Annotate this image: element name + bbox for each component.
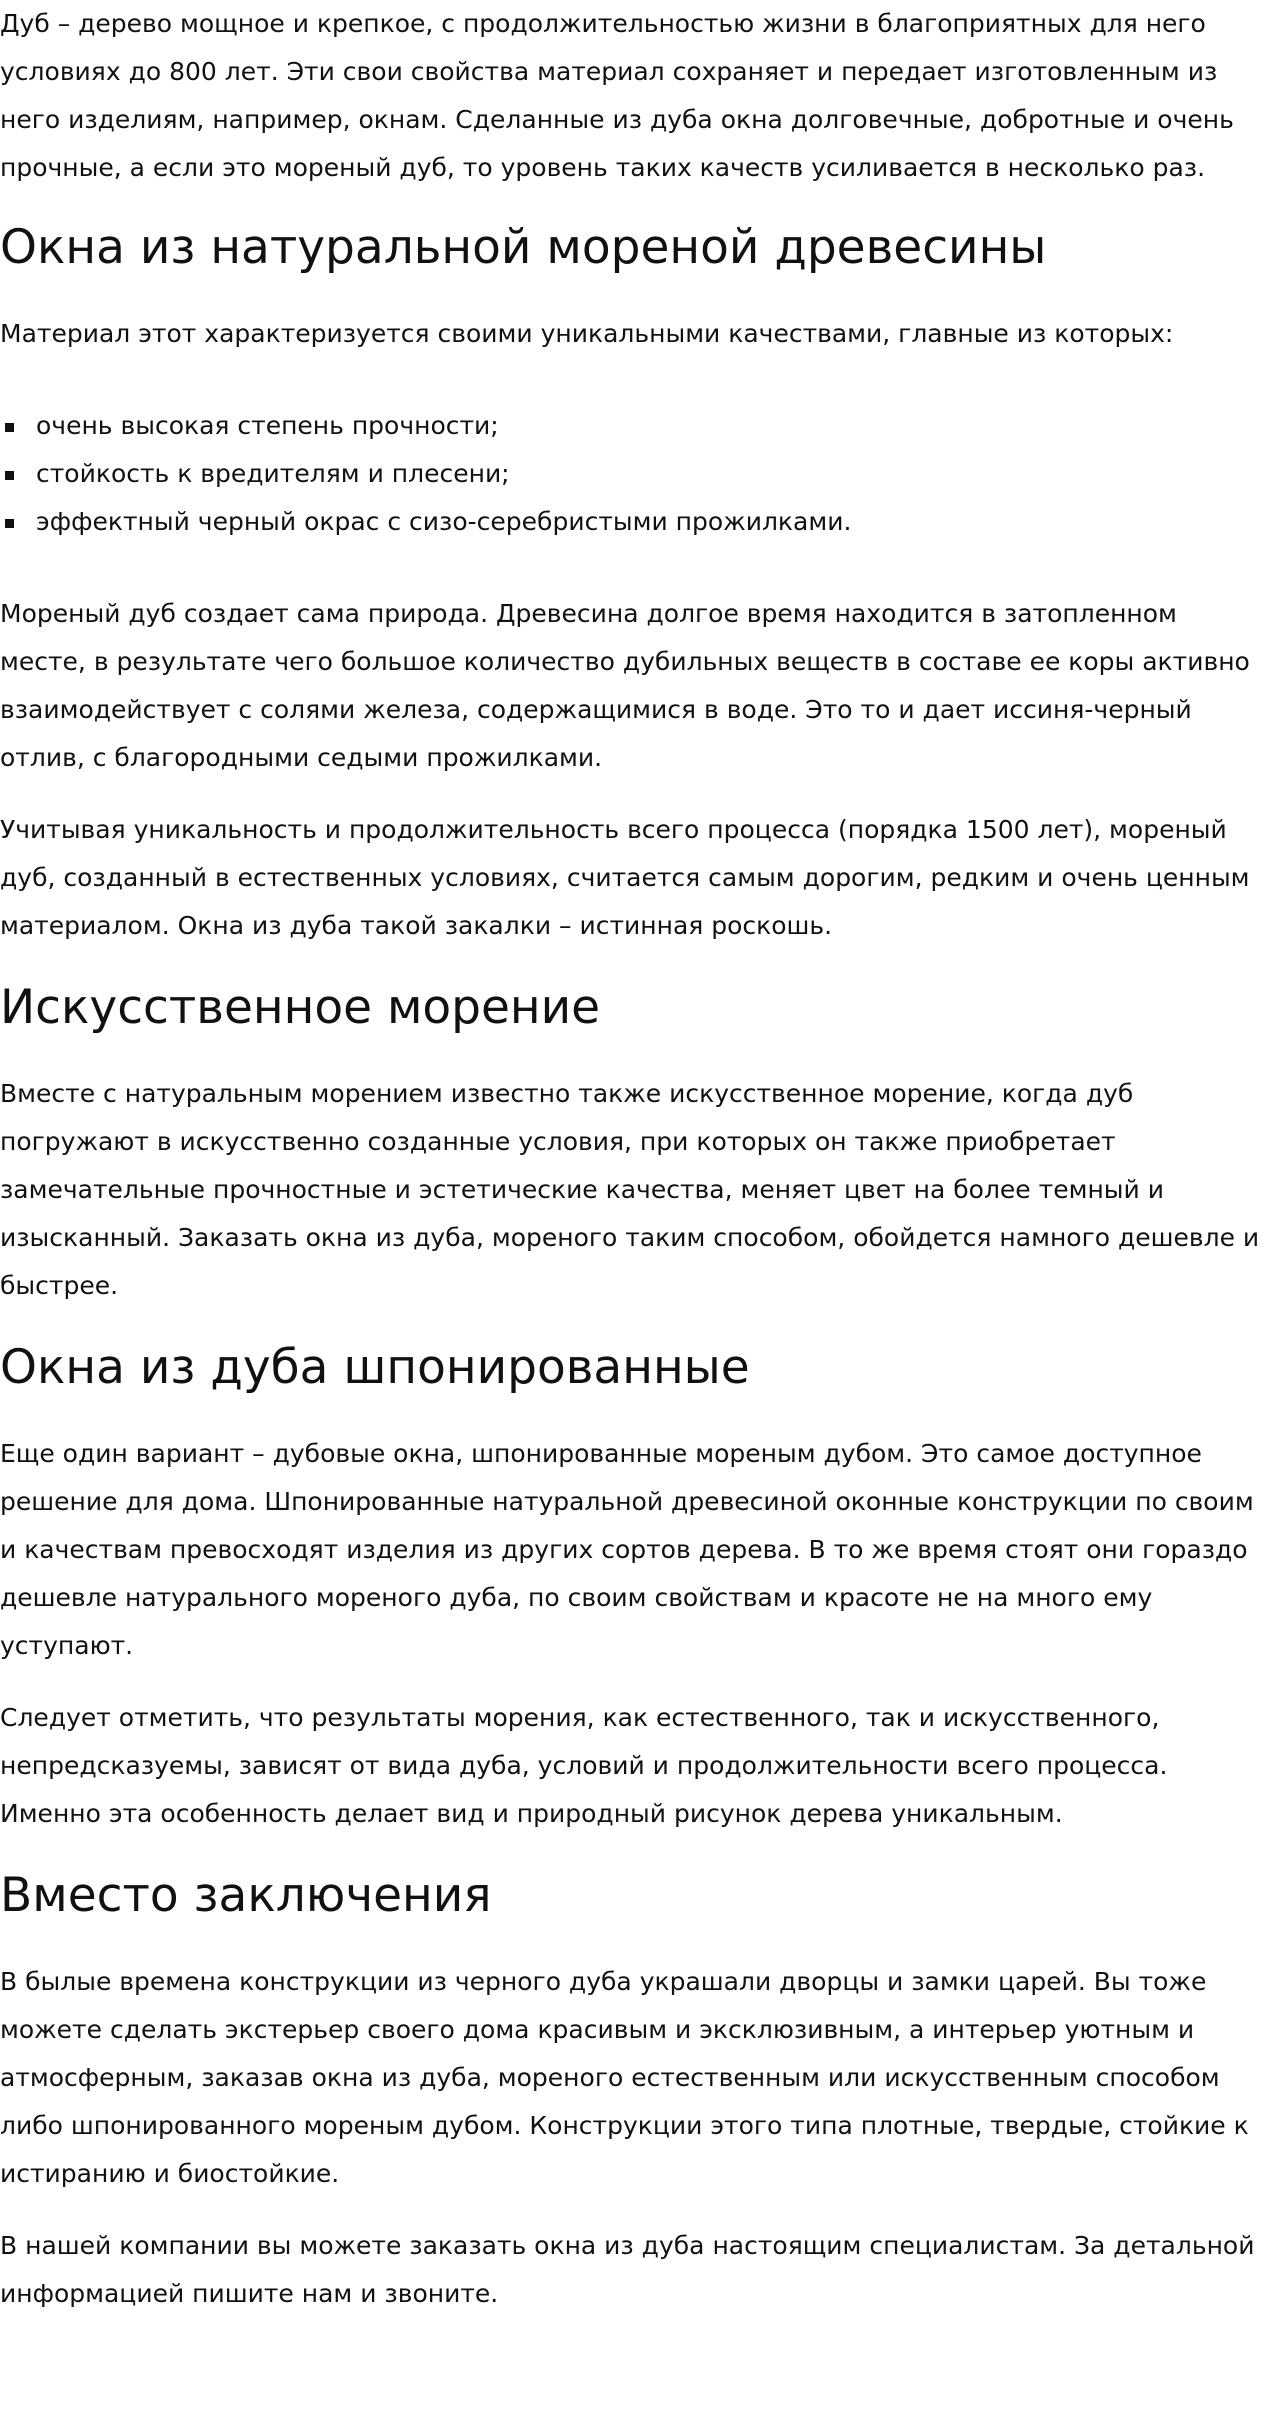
natural-lead-paragraph: Материал этот характеризуется своими уникальными качествами, главные из которых: — [0, 319, 1174, 348]
heading-artificial-staining: Искусственное морение — [0, 980, 601, 1035]
veneer-paragraph-1: Еще один вариант – дубовые окна, шпонированные мореным дубом. Это самое доступное решение для дома. Шпонированные натуральной древесиной оконные конструкции по своим и качествам превосходят изделия из других сортов дерева. В то же время стоят они гораздо дешевле натурального мореного дуба, по своим свойствам и красоте не на много ему уступают. — [0, 1439, 1254, 1660]
list-item: эффектный черный окрас с сизо-серебристыми прожилками. — [0, 498, 1268, 546]
list-item: очень высокая степень прочности; — [0, 402, 1268, 450]
heading-natural-stained-wood: Окна из натуральной мореной древесины — [0, 220, 1047, 275]
conclusion-paragraph-1: В былые времена конструкции из черного дуба украшали дворцы и замки царей. Вы тоже можете сделать экстерьер своего дома красивым и эксклюзивным, а интерьер уютным и атмосферным, заказав окна из дуба, мореного естественным или искусственным способом либо шпонированного мореным дубом. Конструкции этого типа плотные, твердые, стойкие к истиранию и биостойкие. — [0, 1967, 1249, 2188]
intro-paragraph: Дуб – дерево мощное и крепкое, с продолжительностью жизни в благоприятных для него условиях до 800 лет. Эти свои свойства материал сохраняет и передает изготовленным из него изделиям, например, окнам. Сделанные из дуба окна долговечные, добротные и очень прочные, а если это мореный дуб, то уровень таких качеств усиливается в несколько раз. — [0, 9, 1234, 182]
artificial-paragraph-1: Вместе с натуральным морением известно также искусственное морение, когда дуб погружают в искусственно созданные условия, при которых он также приобретает замечательные прочностные и эстетические качества, меняет цвет на более темный и изысканный. Заказать окна из дуба, мореного таким способом, обойдется намного дешевле и быстрее. — [0, 1079, 1260, 1300]
heading-veneered-oak: Окна из дуба шпонированные — [0, 1340, 750, 1395]
veneer-paragraph-2: Следует отметить, что результаты морения, как естественного, так и искусственного, непредсказуемы, зависят от вида дуба, условий и продолжительности всего процесса. Именно эта особенность делает вид и природный рисунок дерева уникальным. — [0, 1703, 1168, 1828]
natural-paragraph-1: Мореный дуб создает сама природа. Древесина долгое время находится в затопленном месте, в результате чего большое количество дубильных веществ в составе ее коры активно взаимодействует с солями железа, содержащимися в воде. Это то и дает иссиня-черный отлив, с благородными седыми прожилками. — [0, 599, 1250, 772]
conclusion-paragraph-2: В нашей компании вы можете заказать окна из дуба настоящим специалистам. За детальной информацией пишите нам и звоните. — [0, 2231, 1255, 2308]
list-item: стойкость к вредителям и плесени; — [0, 450, 1268, 498]
heading-conclusion: Вместо заключения — [0, 1868, 492, 1923]
qualities-list — [0, 402, 1268, 546]
natural-paragraph-2: Учитывая уникальность и продолжительность всего процесса (порядка 1500 лет), мореный дуб, созданный в естественных условиях, считается самым дорогим, редким и очень ценным материалом. Окна из дуба такой закалки – истинная роскошь. — [0, 815, 1250, 940]
